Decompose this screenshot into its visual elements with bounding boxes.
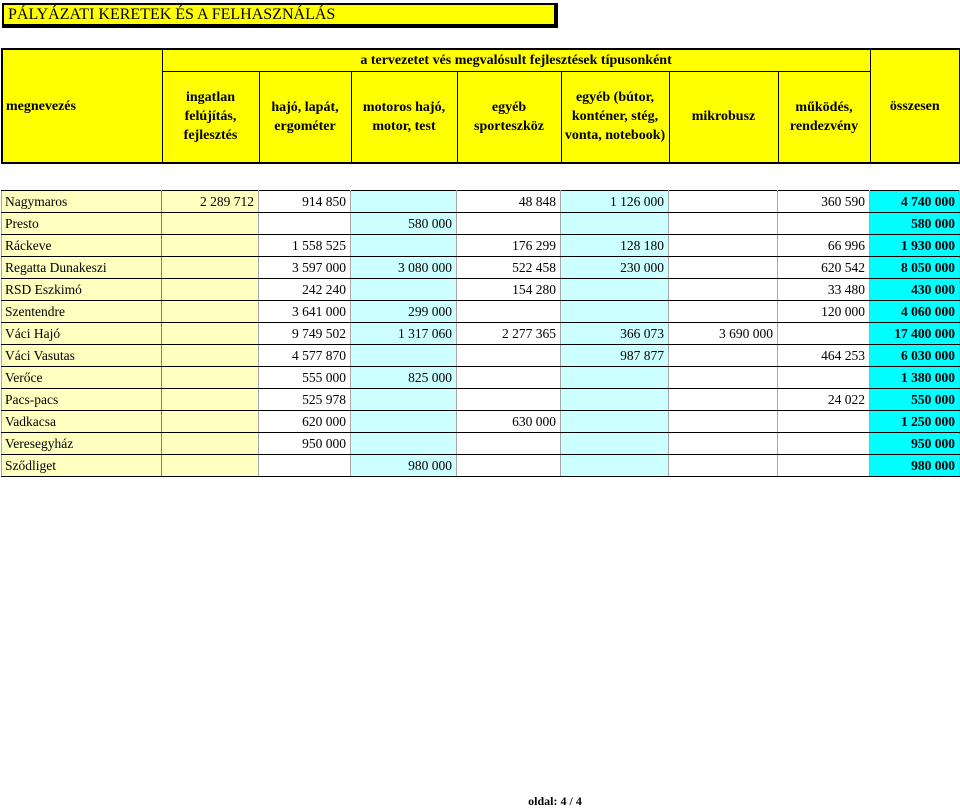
table-row — [2, 213, 960, 235]
table-cell — [778, 367, 870, 389]
table-cell — [351, 279, 457, 301]
table-cell — [457, 345, 561, 367]
group-header: a tervezetet vés megvalósult fejlesztések típusonként — [162, 49, 870, 71]
table-cell — [162, 235, 259, 257]
table-cell — [457, 213, 561, 235]
table-cell: 366 073 — [561, 323, 669, 345]
table-cell — [162, 279, 259, 301]
table-row — [2, 279, 960, 301]
table-cell: 3 690 000 — [669, 323, 778, 345]
table-cell: 987 877 — [561, 345, 669, 367]
table-cell — [162, 411, 259, 433]
row-total: 4 060 000 — [870, 301, 960, 323]
table-cell: 3 597 000 — [259, 257, 351, 279]
table-cell: 914 850 — [259, 191, 351, 213]
table-cell: 464 253 — [778, 345, 870, 367]
col-header-total: összesen — [870, 49, 960, 163]
page-number: oldal: 4 / 4 — [528, 794, 582, 808]
col-header-boat: hajó, lapát, ergométer — [259, 71, 351, 163]
table-cell — [162, 257, 259, 279]
table-cell — [561, 411, 669, 433]
table-cell — [669, 345, 778, 367]
col-header-property: ingatlan felújítás, fejlesztés — [162, 71, 259, 163]
row-total: 1 250 000 — [870, 411, 960, 433]
table-cell — [778, 213, 870, 235]
table-cell — [561, 279, 669, 301]
row-name: Ráckeve — [2, 235, 162, 257]
table-cell: 120 000 — [778, 301, 870, 323]
row-total: 8 050 000 — [870, 257, 960, 279]
table-cell — [162, 323, 259, 345]
row-name: Vadkacsa — [2, 411, 162, 433]
table-cell: 299 000 — [351, 301, 457, 323]
table-cell — [351, 411, 457, 433]
row-total: 6 030 000 — [870, 345, 960, 367]
col-header-sport-equipment: egyéb sporteszköz — [457, 71, 561, 163]
table-row — [2, 345, 960, 367]
col-header-operations: működés, rendezvény — [778, 71, 870, 163]
table-row — [2, 367, 960, 389]
table-cell: 950 000 — [259, 433, 351, 455]
table-cell: 2 289 712 — [162, 191, 259, 213]
table-cell — [457, 433, 561, 455]
table-cell — [669, 257, 778, 279]
table-cell — [669, 279, 778, 301]
table-cell — [351, 191, 457, 213]
row-name: Sződliget — [2, 455, 162, 477]
table-cell — [778, 411, 870, 433]
table-cell — [457, 455, 561, 477]
table-cell: 980 000 — [351, 455, 457, 477]
data-table — [1, 190, 960, 477]
table-cell — [162, 433, 259, 455]
table-cell: 555 000 — [259, 367, 351, 389]
table-cell: 525 978 — [259, 389, 351, 411]
row-name: Váci Hajó — [2, 323, 162, 345]
table-cell: 128 180 — [561, 235, 669, 257]
table-cell — [162, 389, 259, 411]
table-cell — [259, 455, 351, 477]
row-name: Verőce — [2, 367, 162, 389]
row-total: 550 000 — [870, 389, 960, 411]
table-cell — [457, 389, 561, 411]
row-total: 980 000 — [870, 455, 960, 477]
table-cell: 230 000 — [561, 257, 669, 279]
table-cell: 1 558 525 — [259, 235, 351, 257]
table-row — [2, 389, 960, 411]
table-cell: 154 280 — [457, 279, 561, 301]
col-header-motorboat: motoros hajó, motor, test — [351, 71, 457, 163]
table-cell: 580 000 — [351, 213, 457, 235]
table-cell — [561, 389, 669, 411]
table-cell — [669, 455, 778, 477]
col-header-other: egyéb (bútor, konténer, stég, vonta, notebook) — [561, 71, 669, 163]
table-cell: 176 299 — [457, 235, 561, 257]
table-cell — [669, 213, 778, 235]
col-header-minibus: mikrobusz — [669, 71, 778, 163]
table-cell — [778, 323, 870, 345]
table-row — [2, 411, 960, 433]
table-row — [2, 191, 960, 213]
table-cell — [457, 301, 561, 323]
table-cell — [162, 455, 259, 477]
table-cell — [561, 433, 669, 455]
table-row — [2, 301, 960, 323]
table-cell — [351, 345, 457, 367]
row-name: Pacs-pacs — [2, 389, 162, 411]
row-total: 1 930 000 — [870, 235, 960, 257]
table-cell — [259, 213, 351, 235]
table-cell: 522 458 — [457, 257, 561, 279]
row-name: Szentendre — [2, 301, 162, 323]
table-cell: 66 996 — [778, 235, 870, 257]
table-cell — [457, 367, 561, 389]
table-cell: 4 577 870 — [259, 345, 351, 367]
table-cell — [162, 301, 259, 323]
table-cell — [162, 367, 259, 389]
table-row — [2, 235, 960, 257]
table-cell — [351, 433, 457, 455]
table-cell — [669, 411, 778, 433]
table-cell: 24 022 — [778, 389, 870, 411]
row-name: RSD Eszkimó — [2, 279, 162, 301]
table-row — [2, 257, 960, 279]
row-total: 1 380 000 — [870, 367, 960, 389]
table-cell — [162, 345, 259, 367]
page-title: PÁLYÁZATI KERETEK ÉS A FELHASZNÁLÁS — [2, 3, 558, 28]
table-cell: 2 277 365 — [457, 323, 561, 345]
table-cell — [561, 367, 669, 389]
table-cell: 360 590 — [778, 191, 870, 213]
table-cell — [669, 191, 778, 213]
table-cell — [351, 235, 457, 257]
table-cell: 48 848 — [457, 191, 561, 213]
table-cell — [669, 389, 778, 411]
table-cell — [561, 455, 669, 477]
table-cell: 3 641 000 — [259, 301, 351, 323]
table-cell — [669, 301, 778, 323]
table-row — [2, 455, 960, 477]
table-row — [2, 323, 960, 345]
row-total: 4 740 000 — [870, 191, 960, 213]
table-cell — [778, 433, 870, 455]
table-cell: 33 480 — [778, 279, 870, 301]
table-cell — [669, 367, 778, 389]
table-cell: 242 240 — [259, 279, 351, 301]
table-cell — [561, 213, 669, 235]
row-name: Veresegyház — [2, 433, 162, 455]
header-table — [1, 48, 960, 164]
row-total: 580 000 — [870, 213, 960, 235]
row-name: Regatta Dunakeszi — [2, 257, 162, 279]
table-cell: 620 000 — [259, 411, 351, 433]
row-total: 17 400 000 — [870, 323, 960, 345]
col-header-name: megnevezés — [2, 49, 162, 163]
row-name: Váci Vasutas — [2, 345, 162, 367]
table-cell: 620 542 — [778, 257, 870, 279]
row-name: Nagymaros — [2, 191, 162, 213]
table-cell — [669, 433, 778, 455]
table-cell — [778, 455, 870, 477]
row-total: 950 000 — [870, 433, 960, 455]
table-cell: 3 080 000 — [351, 257, 457, 279]
table-cell — [669, 235, 778, 257]
table-cell: 630 000 — [457, 411, 561, 433]
table-cell — [561, 301, 669, 323]
table-cell: 1 126 000 — [561, 191, 669, 213]
table-cell: 1 317 060 — [351, 323, 457, 345]
row-total: 430 000 — [870, 279, 960, 301]
table-cell: 825 000 — [351, 367, 457, 389]
table-cell — [162, 213, 259, 235]
table-cell — [351, 389, 457, 411]
table-row — [2, 433, 960, 455]
table-cell: 9 749 502 — [259, 323, 351, 345]
row-name: Presto — [2, 213, 162, 235]
